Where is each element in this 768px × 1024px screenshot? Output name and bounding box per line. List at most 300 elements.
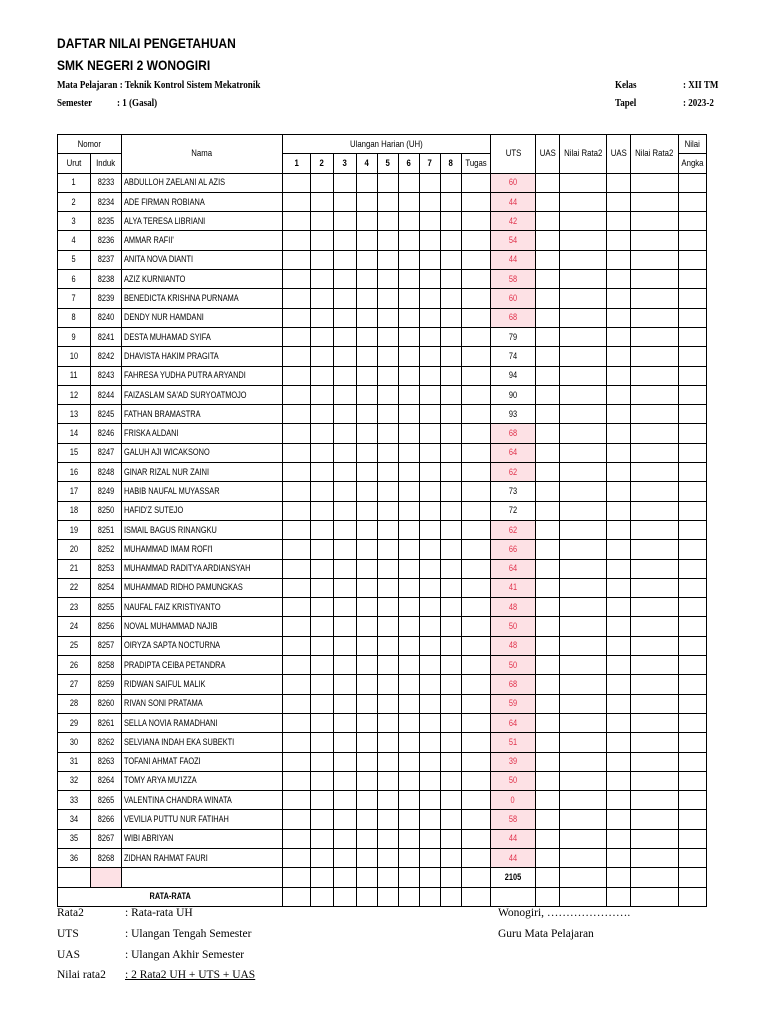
- cell-tugas[interactable]: [462, 424, 491, 443]
- cell-uas-2[interactable]: [607, 810, 631, 829]
- cell-uas-2[interactable]: [607, 231, 631, 250]
- cell-uh-7[interactable]: [420, 791, 441, 810]
- cell-uh-3[interactable]: [334, 771, 357, 790]
- cell-uh-8[interactable]: [441, 810, 462, 829]
- cell-uts[interactable]: 50: [491, 771, 536, 790]
- cell-uas-2[interactable]: [607, 520, 631, 539]
- cell-nilai-rata2-2[interactable]: [631, 366, 678, 385]
- cell-uh-5[interactable]: [378, 173, 399, 192]
- cell-uh-1[interactable]: [283, 327, 311, 346]
- cell-nilai-rata2-1[interactable]: [560, 270, 607, 289]
- cell-uas-1[interactable]: [536, 636, 560, 655]
- cell-uas-2[interactable]: [607, 540, 631, 559]
- cell-nilai-angka[interactable]: [678, 463, 706, 482]
- cell-tugas[interactable]: [462, 520, 491, 539]
- cell-uh-1[interactable]: [283, 443, 311, 462]
- cell-uh-6[interactable]: [399, 791, 420, 810]
- cell-nilai-rata2-2[interactable]: [631, 617, 678, 636]
- cell-nilai-rata2-2[interactable]: [631, 308, 678, 327]
- cell-tugas[interactable]: [462, 327, 491, 346]
- cell-uas-2[interactable]: [607, 463, 631, 482]
- cell-uh-7[interactable]: [420, 385, 441, 404]
- cell-nilai-rata2-2[interactable]: [631, 810, 678, 829]
- cell-tugas[interactable]: [462, 598, 491, 617]
- cell-uas-1[interactable]: [536, 540, 560, 559]
- cell-nilai-angka[interactable]: [678, 366, 706, 385]
- cell-nilai-angka[interactable]: [678, 694, 706, 713]
- cell-tugas[interactable]: [462, 366, 491, 385]
- cell-uh-1[interactable]: [283, 405, 311, 424]
- cell-uts[interactable]: 93: [491, 405, 536, 424]
- cell-uas-1[interactable]: [536, 366, 560, 385]
- cell-uts[interactable]: 44: [491, 848, 536, 867]
- cell-uh-2[interactable]: [311, 212, 334, 231]
- cell-uh-8[interactable]: [441, 482, 462, 501]
- cell-uh-2[interactable]: [311, 598, 334, 617]
- cell-tugas[interactable]: [462, 810, 491, 829]
- cell-nilai-rata2-2[interactable]: [631, 829, 678, 848]
- cell-nilai-rata2-2[interactable]: [631, 559, 678, 578]
- cell-uh-3[interactable]: [334, 289, 357, 308]
- cell-uh-6[interactable]: [399, 848, 420, 867]
- cell-uas-1[interactable]: [536, 463, 560, 482]
- cell-uas-1[interactable]: [536, 656, 560, 675]
- cell-uts[interactable]: 72: [491, 501, 536, 520]
- cell-uh-6[interactable]: [399, 694, 420, 713]
- cell-uh-2[interactable]: [311, 848, 334, 867]
- total-row-induk[interactable]: [91, 868, 122, 887]
- cell-nilai-rata2-1[interactable]: [560, 733, 607, 752]
- cell-uh-4[interactable]: [357, 231, 378, 250]
- cell-nilai-angka[interactable]: [678, 173, 706, 192]
- cell-uh-1[interactable]: [283, 385, 311, 404]
- cell-uas-1[interactable]: [536, 752, 560, 771]
- cell-uts[interactable]: 54: [491, 231, 536, 250]
- cell-uts[interactable]: 62: [491, 520, 536, 539]
- cell-uh-1[interactable]: [283, 192, 311, 211]
- cell-uas-2[interactable]: [607, 405, 631, 424]
- cell-nilai-rata2-2[interactable]: [631, 501, 678, 520]
- cell-uh-5[interactable]: [378, 675, 399, 694]
- cell-uas-1[interactable]: [536, 289, 560, 308]
- cell-uh-2[interactable]: [311, 501, 334, 520]
- cell-nilai-angka[interactable]: [678, 405, 706, 424]
- cell-uts[interactable]: 50: [491, 617, 536, 636]
- cell-uas-2[interactable]: [607, 829, 631, 848]
- cell-uh-6[interactable]: [399, 308, 420, 327]
- cell-uts[interactable]: 44: [491, 250, 536, 269]
- cell-uh-8[interactable]: [441, 713, 462, 732]
- cell-uh-5[interactable]: [378, 694, 399, 713]
- cell-nilai-rata2-1[interactable]: [560, 308, 607, 327]
- cell-uh-5[interactable]: [378, 405, 399, 424]
- cell-nilai-angka[interactable]: [678, 520, 706, 539]
- cell-uh-1[interactable]: [283, 675, 311, 694]
- cell-uh-8[interactable]: [441, 463, 462, 482]
- cell-uh-5[interactable]: [378, 366, 399, 385]
- cell-uh-4[interactable]: [357, 559, 378, 578]
- cell-uts[interactable]: 68: [491, 424, 536, 443]
- cell-uh-5[interactable]: [378, 829, 399, 848]
- cell-uh-6[interactable]: [399, 443, 420, 462]
- cell-uh-6[interactable]: [399, 617, 420, 636]
- cell-uts[interactable]: 74: [491, 347, 536, 366]
- cell-nilai-rata2-1[interactable]: [560, 192, 607, 211]
- cell-uh-1[interactable]: [283, 270, 311, 289]
- cell-uh-5[interactable]: [378, 617, 399, 636]
- cell-nilai-angka[interactable]: [678, 212, 706, 231]
- cell-nilai-rata2-1[interactable]: [560, 424, 607, 443]
- cell-uh-7[interactable]: [420, 327, 441, 346]
- cell-uh-5[interactable]: [378, 443, 399, 462]
- cell-tugas[interactable]: [462, 733, 491, 752]
- cell-nilai-rata2-1[interactable]: [560, 231, 607, 250]
- cell-uh-3[interactable]: [334, 520, 357, 539]
- cell-uh-7[interactable]: [420, 405, 441, 424]
- cell-uh-6[interactable]: [399, 289, 420, 308]
- cell-uh-2[interactable]: [311, 733, 334, 752]
- cell-uh-7[interactable]: [420, 366, 441, 385]
- cell-nilai-angka[interactable]: [678, 347, 706, 366]
- cell-uh-1[interactable]: [283, 771, 311, 790]
- cell-uas-2[interactable]: [607, 347, 631, 366]
- cell-uas-2[interactable]: [607, 713, 631, 732]
- cell-uh-2[interactable]: [311, 385, 334, 404]
- cell-uh-4[interactable]: [357, 810, 378, 829]
- cell-uh-5[interactable]: [378, 791, 399, 810]
- cell-uh-7[interactable]: [420, 675, 441, 694]
- cell-uh-2[interactable]: [311, 173, 334, 192]
- cell-nilai-rata2-1[interactable]: [560, 540, 607, 559]
- cell-uas-1[interactable]: [536, 424, 560, 443]
- cell-uh-4[interactable]: [357, 752, 378, 771]
- cell-uh-2[interactable]: [311, 366, 334, 385]
- cell-uas-2[interactable]: [607, 791, 631, 810]
- cell-tugas[interactable]: [462, 270, 491, 289]
- cell-uts[interactable]: 58: [491, 270, 536, 289]
- cell-uh-8[interactable]: [441, 173, 462, 192]
- cell-nilai-angka[interactable]: [678, 192, 706, 211]
- cell-uh-6[interactable]: [399, 675, 420, 694]
- cell-uh-6[interactable]: [399, 733, 420, 752]
- cell-tugas[interactable]: [462, 540, 491, 559]
- cell-uh-1[interactable]: [283, 656, 311, 675]
- cell-uh-8[interactable]: [441, 366, 462, 385]
- cell-nilai-rata2-1[interactable]: [560, 520, 607, 539]
- cell-uh-8[interactable]: [441, 231, 462, 250]
- cell-tugas[interactable]: [462, 578, 491, 597]
- cell-uh-5[interactable]: [378, 250, 399, 269]
- cell-uh-7[interactable]: [420, 694, 441, 713]
- cell-nilai-rata2-2[interactable]: [631, 694, 678, 713]
- cell-nilai-rata2-2[interactable]: [631, 656, 678, 675]
- cell-uh-4[interactable]: [357, 540, 378, 559]
- cell-uh-2[interactable]: [311, 327, 334, 346]
- cell-uh-2[interactable]: [311, 713, 334, 732]
- cell-nilai-rata2-1[interactable]: [560, 501, 607, 520]
- cell-nilai-rata2-2[interactable]: [631, 231, 678, 250]
- cell-uh-2[interactable]: [311, 520, 334, 539]
- cell-uh-4[interactable]: [357, 289, 378, 308]
- cell-uh-5[interactable]: [378, 636, 399, 655]
- cell-uh-7[interactable]: [420, 173, 441, 192]
- cell-nilai-rata2-1[interactable]: [560, 636, 607, 655]
- cell-uh-3[interactable]: [334, 675, 357, 694]
- cell-uh-1[interactable]: [283, 598, 311, 617]
- cell-uh-5[interactable]: [378, 289, 399, 308]
- cell-uas-1[interactable]: [536, 733, 560, 752]
- cell-uh-7[interactable]: [420, 463, 441, 482]
- cell-uas-2[interactable]: [607, 212, 631, 231]
- cell-nilai-angka[interactable]: [678, 250, 706, 269]
- cell-uh-5[interactable]: [378, 501, 399, 520]
- cell-uts[interactable]: 48: [491, 636, 536, 655]
- cell-nilai-angka[interactable]: [678, 443, 706, 462]
- cell-uh-4[interactable]: [357, 405, 378, 424]
- cell-uh-8[interactable]: [441, 192, 462, 211]
- cell-uh-4[interactable]: [357, 675, 378, 694]
- cell-uas-1[interactable]: [536, 713, 560, 732]
- cell-uh-7[interactable]: [420, 270, 441, 289]
- cell-nilai-rata2-2[interactable]: [631, 771, 678, 790]
- cell-uh-8[interactable]: [441, 347, 462, 366]
- cell-uh-3[interactable]: [334, 231, 357, 250]
- cell-uh-7[interactable]: [420, 617, 441, 636]
- cell-uh-6[interactable]: [399, 713, 420, 732]
- cell-uts[interactable]: 50: [491, 656, 536, 675]
- cell-uh-7[interactable]: [420, 501, 441, 520]
- cell-uh-2[interactable]: [311, 270, 334, 289]
- cell-uh-8[interactable]: [441, 771, 462, 790]
- cell-uh-8[interactable]: [441, 501, 462, 520]
- cell-uh-4[interactable]: [357, 578, 378, 597]
- cell-uh-3[interactable]: [334, 250, 357, 269]
- cell-uh-1[interactable]: [283, 231, 311, 250]
- cell-tugas[interactable]: [462, 848, 491, 867]
- cell-uas-2[interactable]: [607, 192, 631, 211]
- cell-uh-8[interactable]: [441, 443, 462, 462]
- cell-uh-8[interactable]: [441, 424, 462, 443]
- cell-uh-7[interactable]: [420, 848, 441, 867]
- cell-uts[interactable]: 64: [491, 559, 536, 578]
- cell-uh-6[interactable]: [399, 405, 420, 424]
- cell-uas-1[interactable]: [536, 520, 560, 539]
- cell-uas-2[interactable]: [607, 752, 631, 771]
- cell-uas-2[interactable]: [607, 327, 631, 346]
- cell-uh-6[interactable]: [399, 540, 420, 559]
- cell-nilai-rata2-1[interactable]: [560, 771, 607, 790]
- cell-uh-6[interactable]: [399, 327, 420, 346]
- cell-uh-2[interactable]: [311, 347, 334, 366]
- cell-uas-1[interactable]: [536, 559, 560, 578]
- cell-uts[interactable]: 48: [491, 598, 536, 617]
- cell-uh-8[interactable]: [441, 308, 462, 327]
- cell-uh-5[interactable]: [378, 771, 399, 790]
- cell-uh-2[interactable]: [311, 250, 334, 269]
- cell-uas-1[interactable]: [536, 212, 560, 231]
- cell-uh-5[interactable]: [378, 231, 399, 250]
- cell-nilai-rata2-1[interactable]: [560, 289, 607, 308]
- cell-uh-1[interactable]: [283, 250, 311, 269]
- cell-uh-4[interactable]: [357, 656, 378, 675]
- cell-uh-7[interactable]: [420, 308, 441, 327]
- cell-nilai-rata2-2[interactable]: [631, 482, 678, 501]
- cell-nilai-angka[interactable]: [678, 829, 706, 848]
- cell-nilai-angka[interactable]: [678, 540, 706, 559]
- cell-uh-1[interactable]: [283, 791, 311, 810]
- cell-uh-2[interactable]: [311, 636, 334, 655]
- cell-uh-8[interactable]: [441, 327, 462, 346]
- cell-uh-3[interactable]: [334, 559, 357, 578]
- cell-uas-2[interactable]: [607, 559, 631, 578]
- cell-tugas[interactable]: [462, 250, 491, 269]
- cell-uh-7[interactable]: [420, 829, 441, 848]
- cell-tugas[interactable]: [462, 463, 491, 482]
- cell-uh-5[interactable]: [378, 192, 399, 211]
- cell-uas-2[interactable]: [607, 501, 631, 520]
- cell-uts[interactable]: 0: [491, 791, 536, 810]
- cell-uh-2[interactable]: [311, 192, 334, 211]
- cell-uh-4[interactable]: [357, 829, 378, 848]
- cell-uh-6[interactable]: [399, 810, 420, 829]
- cell-uh-3[interactable]: [334, 791, 357, 810]
- cell-uh-4[interactable]: [357, 385, 378, 404]
- cell-uas-1[interactable]: [536, 231, 560, 250]
- cell-uh-5[interactable]: [378, 656, 399, 675]
- cell-uas-1[interactable]: [536, 327, 560, 346]
- cell-uh-8[interactable]: [441, 250, 462, 269]
- cell-nilai-rata2-1[interactable]: [560, 405, 607, 424]
- cell-uh-8[interactable]: [441, 733, 462, 752]
- cell-uh-7[interactable]: [420, 810, 441, 829]
- cell-uts[interactable]: 42: [491, 212, 536, 231]
- cell-nilai-rata2-1[interactable]: [560, 250, 607, 269]
- cell-tugas[interactable]: [462, 347, 491, 366]
- cell-nilai-angka[interactable]: [678, 791, 706, 810]
- cell-uh-2[interactable]: [311, 752, 334, 771]
- cell-uh-2[interactable]: [311, 829, 334, 848]
- cell-uh-4[interactable]: [357, 173, 378, 192]
- cell-nilai-rata2-2[interactable]: [631, 463, 678, 482]
- cell-uas-1[interactable]: [536, 192, 560, 211]
- cell-uh-8[interactable]: [441, 540, 462, 559]
- cell-uh-7[interactable]: [420, 713, 441, 732]
- cell-uh-4[interactable]: [357, 771, 378, 790]
- cell-tugas[interactable]: [462, 791, 491, 810]
- cell-uas-1[interactable]: [536, 482, 560, 501]
- cell-uh-6[interactable]: [399, 347, 420, 366]
- cell-uh-7[interactable]: [420, 443, 441, 462]
- cell-uh-5[interactable]: [378, 848, 399, 867]
- cell-uh-3[interactable]: [334, 810, 357, 829]
- cell-tugas[interactable]: [462, 501, 491, 520]
- cell-nilai-rata2-2[interactable]: [631, 289, 678, 308]
- cell-nilai-rata2-1[interactable]: [560, 598, 607, 617]
- cell-uh-6[interactable]: [399, 366, 420, 385]
- cell-uh-4[interactable]: [357, 848, 378, 867]
- cell-uh-8[interactable]: [441, 829, 462, 848]
- cell-uh-2[interactable]: [311, 656, 334, 675]
- cell-uas-1[interactable]: [536, 347, 560, 366]
- cell-uh-3[interactable]: [334, 270, 357, 289]
- cell-uh-1[interactable]: [283, 752, 311, 771]
- cell-uh-3[interactable]: [334, 501, 357, 520]
- cell-tugas[interactable]: [462, 405, 491, 424]
- cell-uh-8[interactable]: [441, 385, 462, 404]
- cell-uts[interactable]: 90: [491, 385, 536, 404]
- cell-uh-5[interactable]: [378, 385, 399, 404]
- cell-uh-6[interactable]: [399, 385, 420, 404]
- cell-uas-1[interactable]: [536, 308, 560, 327]
- cell-uh-7[interactable]: [420, 752, 441, 771]
- cell-uh-4[interactable]: [357, 791, 378, 810]
- cell-uh-7[interactable]: [420, 559, 441, 578]
- cell-uts[interactable]: 58: [491, 810, 536, 829]
- cell-uh-6[interactable]: [399, 424, 420, 443]
- cell-uh-3[interactable]: [334, 578, 357, 597]
- cell-uts[interactable]: 66: [491, 540, 536, 559]
- cell-uas-2[interactable]: [607, 733, 631, 752]
- cell-uh-1[interactable]: [283, 694, 311, 713]
- cell-uh-6[interactable]: [399, 192, 420, 211]
- cell-uh-4[interactable]: [357, 366, 378, 385]
- cell-uas-1[interactable]: [536, 829, 560, 848]
- cell-uh-3[interactable]: [334, 829, 357, 848]
- cell-uh-5[interactable]: [378, 713, 399, 732]
- cell-uh-8[interactable]: [441, 270, 462, 289]
- cell-nilai-angka[interactable]: [678, 617, 706, 636]
- cell-nilai-angka[interactable]: [678, 327, 706, 346]
- cell-uh-2[interactable]: [311, 675, 334, 694]
- cell-uh-4[interactable]: [357, 520, 378, 539]
- cell-uh-1[interactable]: [283, 829, 311, 848]
- cell-uh-3[interactable]: [334, 733, 357, 752]
- cell-uas-2[interactable]: [607, 617, 631, 636]
- cell-nilai-rata2-1[interactable]: [560, 810, 607, 829]
- cell-uh-6[interactable]: [399, 463, 420, 482]
- cell-nilai-rata2-1[interactable]: [560, 366, 607, 385]
- cell-uh-1[interactable]: [283, 578, 311, 597]
- cell-uh-7[interactable]: [420, 636, 441, 655]
- cell-tugas[interactable]: [462, 829, 491, 848]
- cell-uh-3[interactable]: [334, 443, 357, 462]
- cell-uh-5[interactable]: [378, 578, 399, 597]
- cell-nilai-angka[interactable]: [678, 733, 706, 752]
- cell-uh-7[interactable]: [420, 540, 441, 559]
- cell-uas-2[interactable]: [607, 443, 631, 462]
- cell-uts[interactable]: 68: [491, 308, 536, 327]
- cell-tugas[interactable]: [462, 752, 491, 771]
- cell-uas-2[interactable]: [607, 656, 631, 675]
- cell-tugas[interactable]: [462, 173, 491, 192]
- cell-tugas[interactable]: [462, 443, 491, 462]
- cell-uas-2[interactable]: [607, 694, 631, 713]
- cell-nilai-angka[interactable]: [678, 675, 706, 694]
- cell-uh-7[interactable]: [420, 656, 441, 675]
- cell-uas-1[interactable]: [536, 250, 560, 269]
- cell-uh-3[interactable]: [334, 347, 357, 366]
- cell-uh-1[interactable]: [283, 713, 311, 732]
- cell-uh-5[interactable]: [378, 540, 399, 559]
- cell-nilai-rata2-2[interactable]: [631, 540, 678, 559]
- cell-uas-1[interactable]: [536, 791, 560, 810]
- cell-uh-1[interactable]: [283, 848, 311, 867]
- cell-uas-2[interactable]: [607, 308, 631, 327]
- cell-nilai-rata2-1[interactable]: [560, 578, 607, 597]
- cell-nilai-rata2-2[interactable]: [631, 848, 678, 867]
- cell-uas-2[interactable]: [607, 270, 631, 289]
- cell-tugas[interactable]: [462, 713, 491, 732]
